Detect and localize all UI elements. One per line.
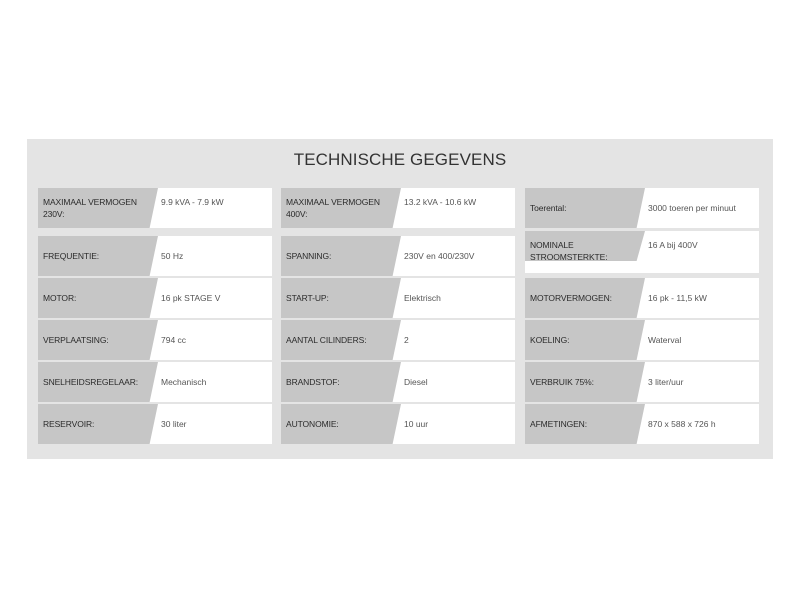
spec-label: FREQUENTIE:: [43, 251, 100, 261]
spec-voltage: [281, 236, 515, 276]
spec-autonomy: [281, 404, 515, 444]
spec-start-up: [281, 278, 515, 318]
spec-value: 13.2 kVA - 10.6 kW: [404, 197, 477, 207]
spec-value: Diesel: [404, 377, 428, 387]
spec-value: 794 cc: [161, 335, 187, 345]
spec-fuel: [281, 362, 515, 402]
spec-label: AUTONOMIE:: [286, 419, 339, 429]
spec-reservoir: [38, 404, 272, 444]
spec-label: NOMINALE STROOMSTERKTE:: [530, 240, 608, 262]
spec-label: VERBRUIK 75%:: [530, 377, 594, 387]
spec-value: 9.9 kVA - 7.9 kW: [161, 197, 224, 207]
spec-value: 16 pk - 11,5 kW: [648, 293, 707, 303]
spec-label: Toerental:: [530, 203, 567, 213]
spec-value: Mechanisch: [161, 377, 207, 387]
spec-rpm: [525, 188, 759, 228]
spec-value: 3000 toeren per minuut: [648, 203, 736, 213]
spec-value: Waterval: [648, 335, 682, 345]
spec-value: 50 Hz: [161, 251, 184, 261]
spec-value: 16 pk STAGE V: [161, 293, 221, 303]
spec-motor-power: [525, 278, 759, 318]
spec-label: RESERVOIR:: [43, 419, 95, 429]
section-title: TECHNISCHE GEGEVENS: [293, 150, 507, 169]
spec-displacement: [38, 320, 272, 360]
spec-value: 2: [404, 335, 409, 345]
technical-specs-panel: [27, 139, 773, 459]
spec-label: SPANNING:: [286, 251, 332, 261]
spec-label: SNELHEIDSREGELAAR:: [43, 377, 139, 387]
spec-label: KOELING:: [530, 335, 570, 345]
spec-dimensions: [525, 404, 759, 444]
spec-cooling: [525, 320, 759, 360]
spec-label: MOTORVERMOGEN:: [530, 293, 612, 303]
spec-max-power-400v: [281, 188, 515, 228]
spec-frequency: [38, 236, 272, 276]
spec-value: Elektrisch: [404, 293, 441, 303]
spec-label: MOTOR:: [43, 293, 77, 303]
spec-label: AANTAL CILINDERS:: [286, 335, 367, 345]
spec-motor: [38, 278, 272, 318]
spec-consumption: [525, 362, 759, 402]
spec-label: MAXIMAAL VERMOGEN 400V:: [286, 197, 380, 219]
spec-label: MAXIMAAL VERMOGEN 230V:: [43, 197, 137, 219]
spec-value: 230V en 400/230V: [404, 251, 475, 261]
spec-value: 3 liter/uur: [648, 377, 684, 387]
spec-value: 10 uur: [404, 419, 429, 429]
spec-speed-governor: [38, 362, 272, 402]
spec-label: START-UP:: [286, 293, 329, 303]
spec-label: VERPLAATSING:: [43, 335, 109, 345]
spec-label: BRANDSTOF:: [286, 377, 340, 387]
spec-cylinders: [281, 320, 515, 360]
spec-value: 16 A bij 400V: [648, 240, 698, 250]
spec-value: 30 liter: [161, 419, 187, 429]
spec-nominal-current: [525, 231, 759, 273]
spec-max-power-230v: [38, 188, 272, 228]
spec-value: 870 x 588 x 726 h: [648, 419, 716, 429]
spec-label: AFMETINGEN:: [530, 419, 587, 429]
